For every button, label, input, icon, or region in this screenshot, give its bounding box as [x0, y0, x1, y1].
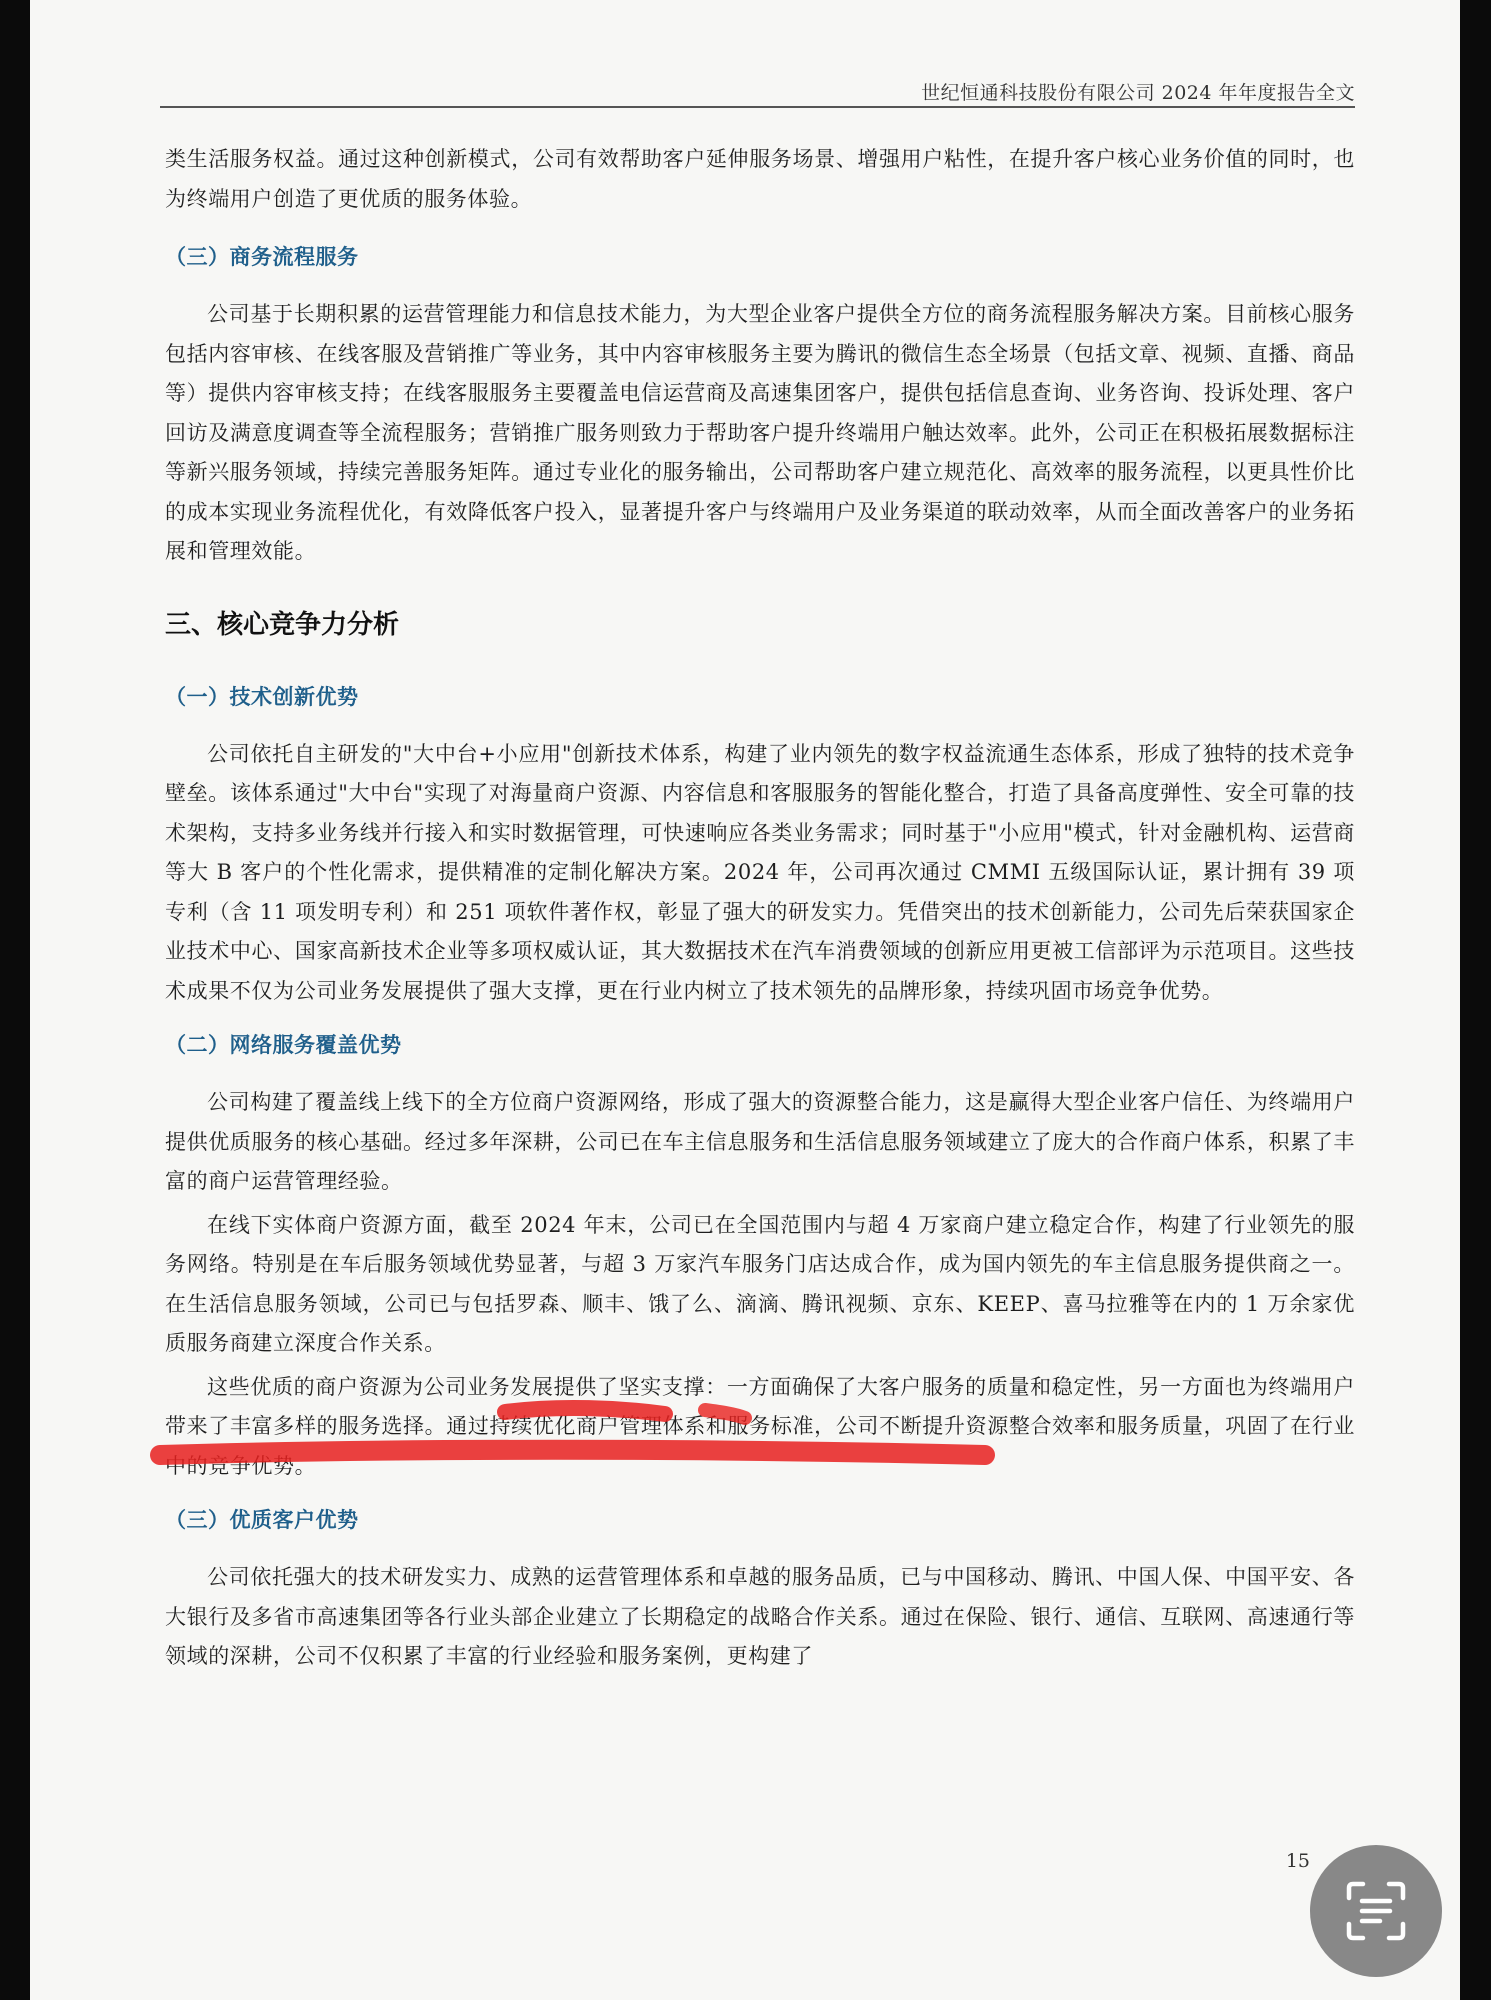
page-number: 15: [1285, 1850, 1310, 1872]
subheading-network-coverage: （二）网络服务覆盖优势: [165, 1032, 402, 1057]
paragraph-quality-clients: 公司依托强大的技术研发实力、成熟的运营管理体系和卓越的服务品质，已与中国移动、腾讯、中国人保、中国平安、各大银行及多省市高速集团等各行业头部企业建立了长期稳定的战略合作关系。通过在保险、银行、通信、互联网、高速通行等领域的深耕，公司不仅积累了丰富的行业经验和服务案例，更构建了: [165, 1565, 1355, 1668]
header-rule: [160, 106, 1355, 108]
header-title: 世纪恒通科技股份有限公司 2024 年年度报告全文: [921, 82, 1355, 104]
subheading-tech-innovation: （一）技术创新优势: [165, 683, 359, 709]
paragraph-commerce-process: 公司基于长期积累的运营管理能力和信息技术能力，为大型企业客户提供全方位的商务流程服务解决方案。目前核心服务包括内容审核、在线客服及营销推广等业务，其中内容审核服务主要为腾讯的微信生态全场景（包括文章、视频、直播、商品等）提供内容审核支持；在线客服服务主要覆盖电信运营商及高速集团客户，提供包括信息查询、业务咨询、投诉处理、客户回访及满意度调查等全流程服务；营销推广服务则致力于帮助客户提升终端用户触达效率。此外，公司正在积极拓展数据标注等新兴服务领域，持续完善服务矩阵。通过专业化的服务输出，公司帮助客户建立规范化、高效率的服务流程，以更具性价比的成本实现业务流程优化，有效降低客户投入，显著提升客户与终端用户及业务渠道的联动效率，从而全面改善客户的业务拓展和管理效能。: [165, 302, 1355, 563]
report-page: [30, 0, 1460, 2000]
scan-text-button[interactable]: [1310, 1845, 1442, 1977]
paragraph-intro: 类生活服务权益。通过这种创新模式，公司有效帮助客户延伸服务场景、增强用户粘性，在提升客户核心业务价值的同时，也为终端用户创造了更优质的服务体验。: [165, 147, 1355, 211]
paragraph-network-2: 在线下实体商户资源方面，截至 2024 年末，公司已在全国范围内与超 4 万家商户建立稳定合作，构建了行业领先的服务网络。特别是在车后服务领域优势显著，与超 3 万家汽车服务门店达成合作，成为国内领先的车主信息服务提供商之一。在生活信息服务领域，公司已与包括罗森、顺丰、饿了么、滴滴、腾讯视频、京东、KEEP、喜马拉雅等在内的 1 万余家优质服务商建立深度合作关系。: [165, 1212, 1355, 1355]
paragraph-network-1: 公司构建了覆盖线上线下的全方位商户资源网络，形成了强大的资源整合能力，这是赢得大型企业客户信任、为终端用户提供优质服务的核心基础。经过多年深耕，公司已在车主信息服务和生活信息服务领域建立了庞大的合作商户体系，积累了丰富的商户运营管理经验。: [165, 1090, 1355, 1193]
paragraph-tech-innovation: 公司依托自主研发的"大中台+小应用"创新技术体系，构建了业内领先的数字权益流通生态体系，形成了独特的技术竞争壁垒。该体系通过"大中台"实现了对海量商户资源、内容信息和客服服务的智能化整合，打造了具备高度弹性、安全可靠的技术架构，支持多业务线并行接入和实时数据管理，可快速响应各类业务需求；同时基于"小应用"模式，针对金融机构、运营商等大 B 客户的个性化需求，提供精准的定制化解决方案。2024 年，公司再次通过 CMMI 五级国际认证，累计拥有 39 项专利（含 11 项发明专利）和 251 项软件著作权，彰显了强大的研发实力。凭借突出的技术创新能力，公司先后荣获国家企业技术中心、国家高新技术企业等多项权威认证，其大数据技术在汽车消费领域的创新应用更被工信部评为示范项目。这些技术成果不仅为公司业务发展提供了强大支撑，更在行业内树立了技术领先的品牌形象，持续巩固市场竞争优势。: [165, 741, 1355, 1003]
section-heading-core-competitiveness: 三、核心竞争力分析: [165, 609, 400, 640]
report-body: [165, 140, 1355, 1677]
scan-text-icon: [1343, 1878, 1409, 1944]
paragraph-network-3: 这些优质的商户资源为公司业务发展提供了坚实支撑：一方面确保了大客户服务的质量和稳定性，另一方面也为终端用户带来了丰富多样的服务选择。通过持续优化商户管理体系和服务标准，公司不断提升资源整合效率和服务质量，巩固了在行业中的竞争优势。: [165, 1374, 1355, 1478]
subheading-commerce-process: （三）商务流程服务: [165, 244, 359, 269]
subheading-quality-clients: （三）优质客户优势: [165, 1507, 359, 1532]
